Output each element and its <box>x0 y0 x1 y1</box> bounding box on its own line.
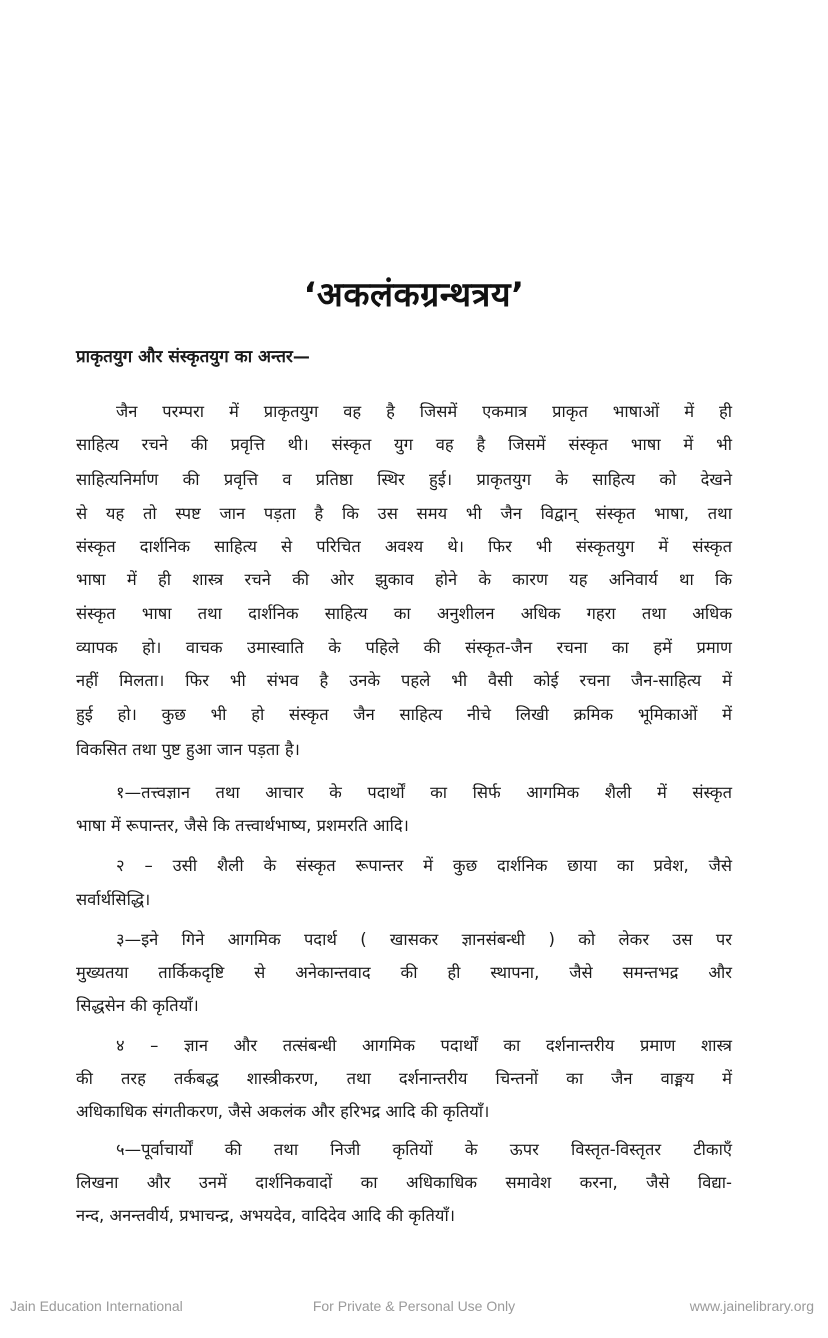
paragraph-line: भाषा में ही शास्त्र रचने की ओर झुकाव होने के कारण यह अनिवार्य था कि <box>76 570 732 589</box>
paragraph-line: संस्कृत दार्शनिक साहित्य से परिचित अवश्य थे। फिर भी संस्कृतयुग में संस्कृत <box>76 537 732 556</box>
stage-line: अधिकाधिक संगतीकरण, जैसे अकलंक और हरिभद्र आदि की कृतियाँ। <box>76 1102 490 1121</box>
stage-line: लिखना और उनमें दार्शनिकवादों का अधिकाधिक समावेश करना, जैसे विद्या- <box>76 1173 732 1192</box>
section-heading: प्राकृतयुग और संस्कृतयुग का अन्तर— <box>76 347 310 367</box>
paragraph-line: से यह तो स्पष्ट जान पड़ता है कि उस समय भी जैन विद्वान् संस्कृत भाषा, तथा <box>76 504 732 523</box>
stage-line: की तरह तर्कबद्ध शास्त्रीकरण, तथा दर्शनान्तरीय चिन्तनों का जैन वाङ्मय में <box>76 1069 732 1088</box>
paragraph-line: व्यापक हो। वाचक उमास्वाति के पहिले की संस्कृत-जैन रचना का हमें प्रमाण <box>76 638 732 657</box>
stage-line: ५—पूर्वाचार्यों की तथा निजी कृतियों के ऊपर विस्तृत-विस्तृतर टीकाएँ <box>116 1140 732 1159</box>
paragraph-line: संस्कृत भाषा तथा दार्शनिक साहित्य का अनुशीलन अधिक गहरा तथा अधिक <box>76 604 732 623</box>
paragraph-line: हुई हो। कुछ भी हो संस्कृत जैन साहित्य नीचे लिखी क्रमिक भूमिकाओं में <box>76 705 732 724</box>
stage-line: नन्द, अनन्तवीर्य, प्रभाचन्द्र, अभयदेव, वादिदेव आदि की कृतियाँ। <box>76 1206 455 1225</box>
page-footer <box>0 1298 828 1318</box>
stage-line: मुख्यतया तार्किकदृष्टि से अनेकान्तवाद की ही स्थापना, जैसे समन्तभद्र और <box>76 963 732 982</box>
footer-usage-notice: For Private & Personal Use Only <box>312 1298 516 1314</box>
stage-line: ४ – ज्ञान और तत्संबन्धी आगमिक पदार्थों का दर्शनान्तरीय प्रमाण शास्त्र <box>116 1036 732 1055</box>
footer-publisher: Jain Education International <box>10 1298 183 1314</box>
paragraph-line: जैन परम्परा में प्राकृतयुग वह है जिसमें एकमात्र प्राकृत भाषाओं में ही <box>116 402 732 421</box>
paragraph-line: साहित्यनिर्माण की प्रवृत्ति व प्रतिष्ठा स्थिर हुई। प्राकृतयुग के साहित्य को देखने <box>76 470 732 489</box>
paragraph-line: नहीं मिलता। फिर भी संभव है उनके पहले भी वैसी कोई रचना जैन-साहित्य में <box>76 671 732 690</box>
footer-website-link[interactable]: www.jainelibrary.org <box>689 1298 814 1314</box>
page-title: ‘अकलंकग्रन्थत्रय’ <box>303 275 525 315</box>
stage-line: १—तत्त्वज्ञान तथा आचार के पदार्थों का सिर्फ आगमिक शैली में संस्कृत <box>116 783 732 802</box>
paragraph-line: साहित्य रचने की प्रवृत्ति थी। संस्कृत युग वह है जिसमें संस्कृत भाषा में भी <box>76 435 732 454</box>
stage-line: ३—इने गिने आगमिक पदार्थ ( खासकर ज्ञानसंबन्धी ) को लेकर उस पर <box>116 930 732 949</box>
stage-line: सर्वार्थसिद्धि। <box>76 890 151 909</box>
paragraph-line: विकसित तथा पुष्ट हुआ जान पड़ता है। <box>76 740 300 759</box>
stage-line: भाषा में रूपान्तर, जैसे कि तत्त्वार्थभाष्य, प्रशमरति आदि। <box>76 816 409 835</box>
stage-line: २ – उसी शैली के संस्कृत रूपान्तर में कुछ दार्शनिक छाया का प्रवेश, जैसे <box>116 856 732 875</box>
stage-line: सिद्धसेन की कृतियाँ। <box>76 996 199 1015</box>
